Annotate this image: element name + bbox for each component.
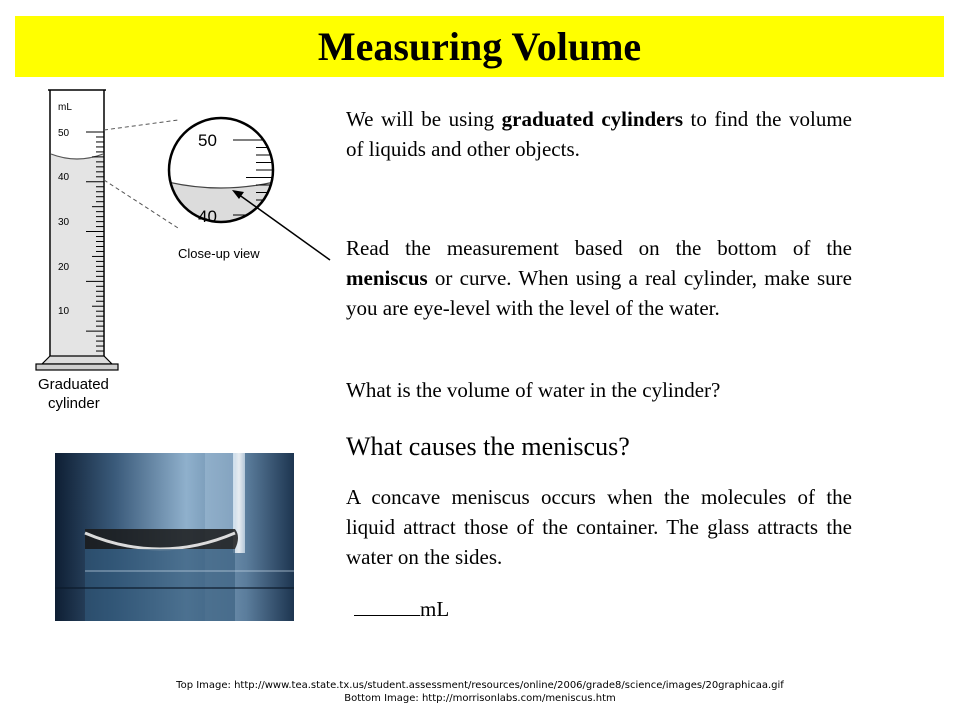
- meniscus-text-end: or curve. When using a real cylinder, make sure you are eye-level with the level of the water.: [346, 266, 852, 320]
- scale-label-40: 40: [58, 172, 70, 183]
- scale-label-10: 10: [58, 306, 70, 317]
- meniscus-bold-term: meniscus: [346, 266, 428, 290]
- image-credits: [0, 679, 960, 705]
- graduated-cylinder-diagram: [28, 84, 340, 414]
- answer-unit: mL: [420, 597, 450, 621]
- diagram-caption-line2: cylinder: [48, 395, 100, 412]
- concave-paragraph: A concave meniscus occurs when the molecules of the liquid attract those of the container. The glass attracts the water on the sides.: [346, 485, 852, 569]
- answer-blank[interactable]: [354, 598, 420, 616]
- slide-title: Measuring Volume: [317, 24, 642, 69]
- scale-label-20: 20: [58, 262, 70, 273]
- answer-line: [354, 594, 449, 624]
- top-image-credit: Top Image: http://www.tea.state.tx.us/student.assessment/resources/online/2006/grade8/science/images/20graphicaa.gif: [176, 680, 784, 691]
- intro-text-start: We will be using: [346, 107, 502, 131]
- meniscus-text-start: Read the measurement based on the bottom of the: [346, 236, 852, 260]
- scale-label-30: 30: [58, 217, 70, 228]
- unit-label: mL: [58, 102, 72, 113]
- intro-paragraph: [346, 104, 852, 164]
- scale-label-50: 50: [58, 128, 70, 139]
- title-bar: [15, 16, 944, 77]
- meniscus-photo: [55, 453, 294, 621]
- meniscus-paragraph: [346, 233, 852, 323]
- volume-question: What is the volume of water in the cylinder?: [346, 378, 721, 402]
- diagram-caption-line1: Graduated: [38, 376, 109, 393]
- closeup-caption: Close-up view: [178, 246, 260, 261]
- intro-bold-term: graduated cylinders: [501, 107, 684, 131]
- intro-text-end: to find the volume of liquids and other objects.: [346, 107, 852, 161]
- bottom-image-credit: Bottom Image: http://morrisonlabs.com/meniscus.htm: [344, 693, 616, 704]
- closeup-label-40: 40: [198, 207, 217, 226]
- meniscus-heading: What causes the meniscus?: [346, 432, 630, 461]
- closeup-label-50: 50: [198, 131, 217, 150]
